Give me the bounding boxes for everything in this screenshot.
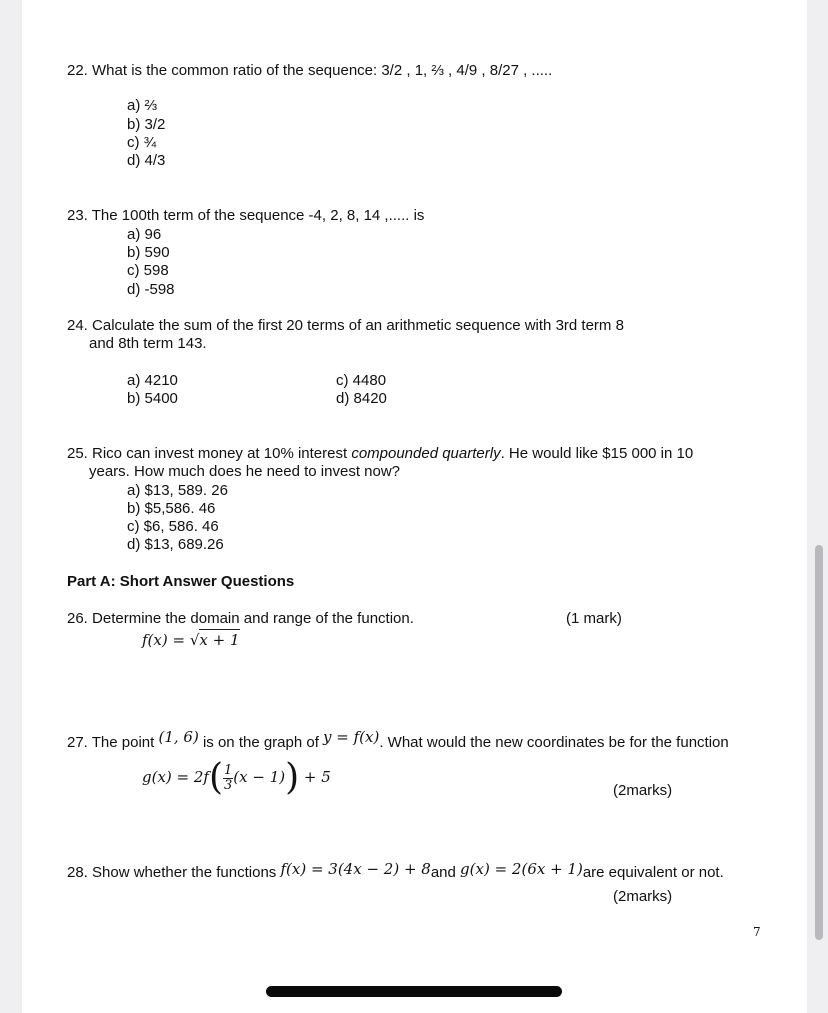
q27-fraction: $\frac{1}{3}$ bbox=[224, 762, 233, 793]
q27-graph-equation: y = f(x) bbox=[323, 728, 380, 746]
q22-option-d: d) 4/3 bbox=[127, 152, 166, 169]
q25-option-c: c) $6, 586. 46 bbox=[127, 518, 219, 535]
q27-stem: 27. The point (1, 6) is on the graph of y = f(x). What would the new coordinates be for the function bbox=[67, 728, 729, 751]
q24-option-d: d) 8420 bbox=[336, 390, 387, 407]
q22-stem: 22. What is the common ratio of the sequence: 3/2 , 1, ⅔ , 4/9 , 8/27 , ..... bbox=[67, 62, 553, 79]
q26-stem: 26. Determine the domain and range of the function. bbox=[67, 610, 414, 627]
q28-g-equation: g(x) = 2(6x + 1) bbox=[460, 860, 583, 878]
q24-stem-line2: and 8th term 143. bbox=[89, 335, 207, 352]
q28-stem: 28. Show whether the functions f(x) = 3(4x − 2) + 8and g(x) = 2(6x + 1)are equivalent or not. bbox=[67, 860, 724, 881]
q24-stem-line1: 24. Calculate the sum of the first 20 terms of an arithmetic sequence with 3rd term 8 bbox=[67, 317, 624, 334]
q27-marks: (2marks) bbox=[613, 782, 673, 799]
q25-emphasis: compounded quarterly bbox=[351, 445, 501, 462]
q23-stem: 23. The 100th term of the sequence -4, 2, 8, 14 ,..... is bbox=[67, 207, 425, 224]
q23-option-c: c) 598 bbox=[127, 262, 169, 279]
worksheet-page bbox=[22, 0, 807, 1013]
q23-option-a: a) 96 bbox=[127, 226, 162, 243]
q25-option-a: a) $13, 589. 26 bbox=[127, 482, 228, 499]
q25-stem-line2: years. How much does he need to invest now? bbox=[89, 463, 401, 480]
q22-option-c: c) ¾ bbox=[127, 134, 157, 151]
section-heading: Part A: Short Answer Questions bbox=[67, 573, 295, 590]
q24-option-a: a) 4210 bbox=[127, 372, 178, 389]
q26-function: f(x) = √x + 1 bbox=[142, 631, 240, 649]
q22-option-b: b) 3/2 bbox=[127, 116, 166, 133]
q25-option-b: b) $5,586. 46 bbox=[127, 500, 216, 517]
q28-marks: (2marks) bbox=[613, 888, 673, 905]
q24-option-c: c) 4480 bbox=[336, 372, 387, 389]
q23-option-d: d) -598 bbox=[127, 281, 175, 298]
q25-option-d: d) $13, 689.26 bbox=[127, 536, 224, 553]
page-number: 7 bbox=[753, 925, 761, 939]
q28-f-equation: f(x) = 3(4x − 2) + 8 bbox=[280, 860, 431, 878]
q26-marks: (1 mark) bbox=[566, 610, 622, 627]
q23-option-b: b) 590 bbox=[127, 244, 170, 261]
scrollbar[interactable] bbox=[815, 545, 823, 940]
q22-option-a: a) ⅔ bbox=[127, 97, 158, 114]
q27-function-g: g(x) = 2f( $\frac{1}{3}$ (x − 1)) + 5 bbox=[142, 757, 331, 798]
q24-option-b: b) 5400 bbox=[127, 390, 178, 407]
q27-point: (1, 6) bbox=[158, 728, 199, 746]
q25-stem-line1: 25. Rico can invest money at 10% interest compounded quarterly. He would like $15 000 in 10 bbox=[67, 445, 694, 462]
home-indicator[interactable] bbox=[266, 986, 562, 997]
